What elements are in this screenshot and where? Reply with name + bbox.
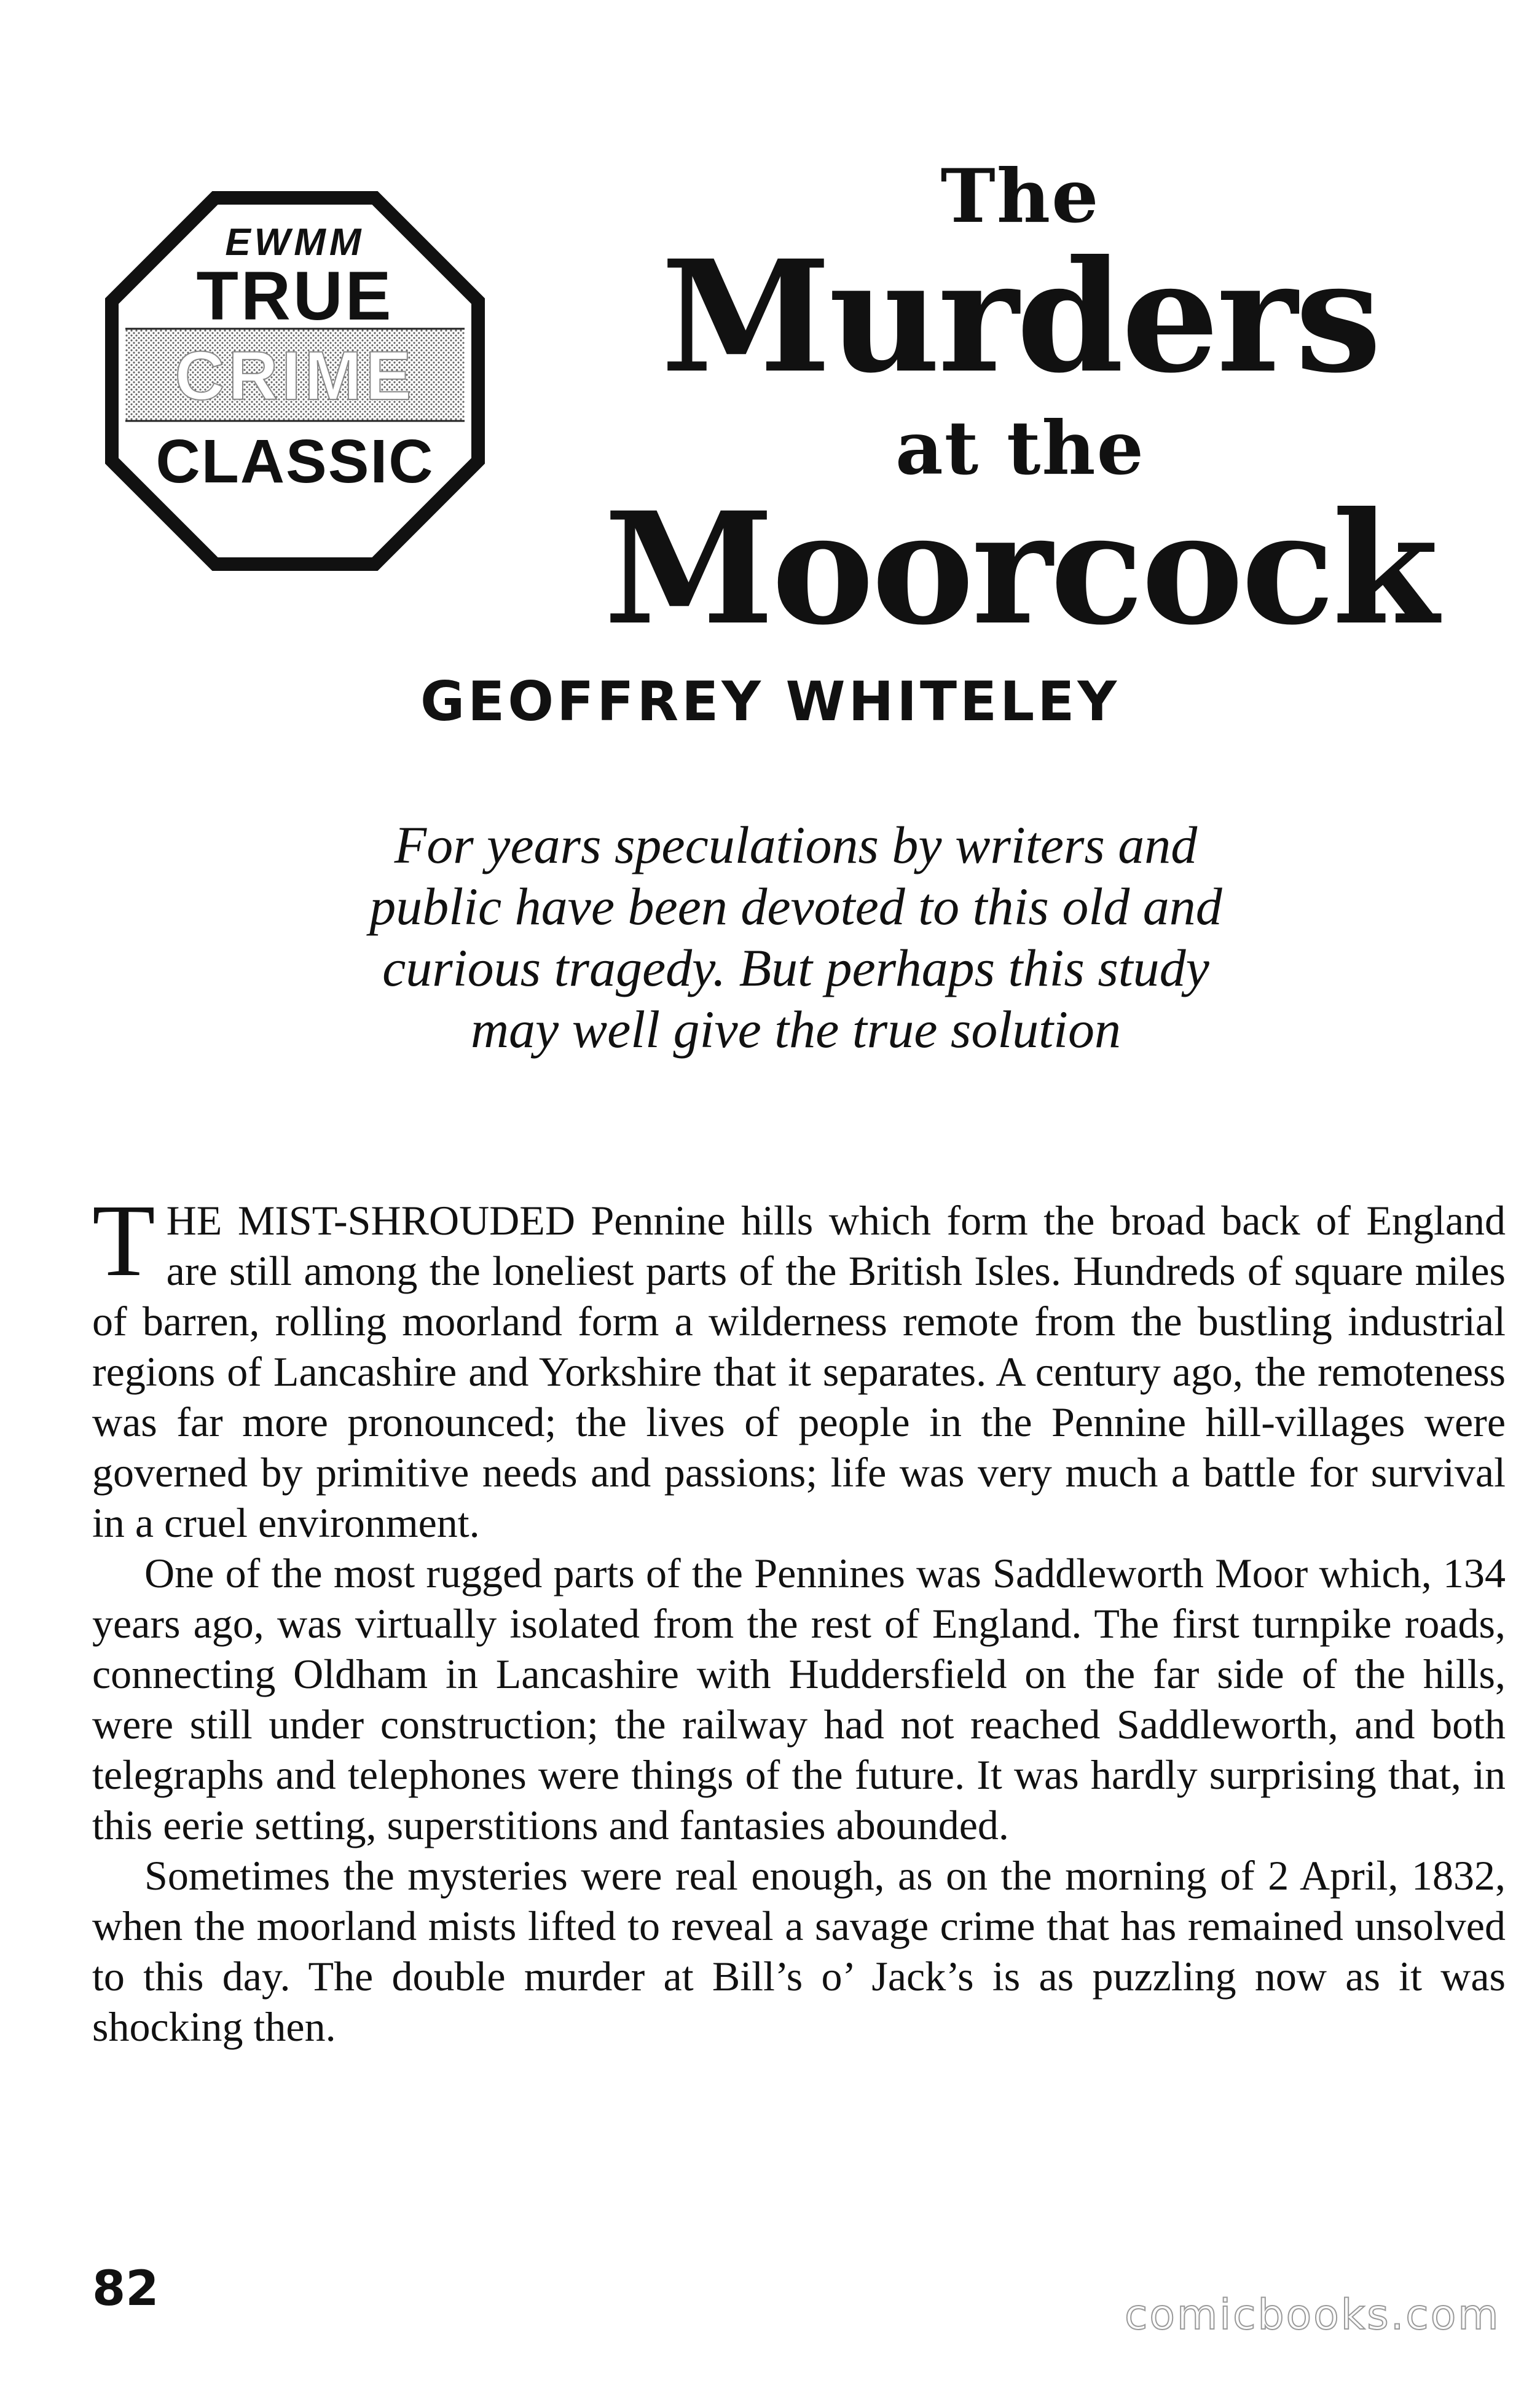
article-body	[92, 1184, 1506, 2052]
page-number: 82	[92, 2261, 159, 2317]
badge-classic: CLASSIC	[155, 427, 434, 496]
title-line-murders: Murders	[661, 226, 1380, 407]
title-line-moorcock: Moorcock	[603, 478, 1437, 659]
title-line-at-the: at the	[895, 405, 1145, 492]
article-title	[565, 153, 1475, 659]
standfirst: For years speculations by writers and public have been devoted to this old and curious tragedy. But perhaps this study may well give the true solution	[369, 815, 1222, 1059]
author-byline: GEOFFREY WHITELEY	[420, 670, 1120, 733]
true-crime-classic-badge	[98, 184, 492, 578]
badge-crime: CRIME	[175, 337, 415, 414]
octagon-badge-icon	[98, 184, 492, 578]
badge-true: TRUE	[196, 257, 394, 334]
watermark: comicbooks.com	[1125, 2291, 1501, 2339]
paragraph-2: One of the most rugged parts of the Pennines was Saddleworth Moor which, 134 years ago, was virtually isolated from the rest of England. The first turnpike roads, connecting Oldham in Lancashire with Huddersfield on the far side of the hills, were still under construction; the railway had not reached Saddleworth, and both telegraphs and telephones were things of the future. It was hardly surprising that, in this eerie setting, superstitions and fantasies abounded.	[92, 1550, 1506, 1848]
paragraph-1	[92, 1184, 1506, 1548]
badge-ewmm: EWMM	[225, 221, 365, 264]
paragraph-1-text: HE MIST-SHROUDED Pennine hills which form the broad back of England are still among the loneliest parts of the British Isles. Hundreds of square miles of barren, rolling moorland form a wilderness remote from the bustling industrial regions of Lancashire and Yorkshire that it separates. A century ago, the remoteness was far more pronounced; the lives of people in the Pennine hill-villages were governed by primitive needs and passions; life was very much a battle for survival in a cruel environment.	[92, 1197, 1506, 1546]
paragraph-3: Sometimes the mysteries were real enough, as on the morning of 2 April, 1832, when the moorland mists lifted to reveal a savage crime that has remained unsolved to this day. The double murder at Bill’s o’ Jack’s is as puzzling now as it was shocking then.	[92, 1852, 1506, 2050]
drop-cap: T	[92, 1184, 155, 1298]
title-line-the: The	[940, 153, 1100, 240]
